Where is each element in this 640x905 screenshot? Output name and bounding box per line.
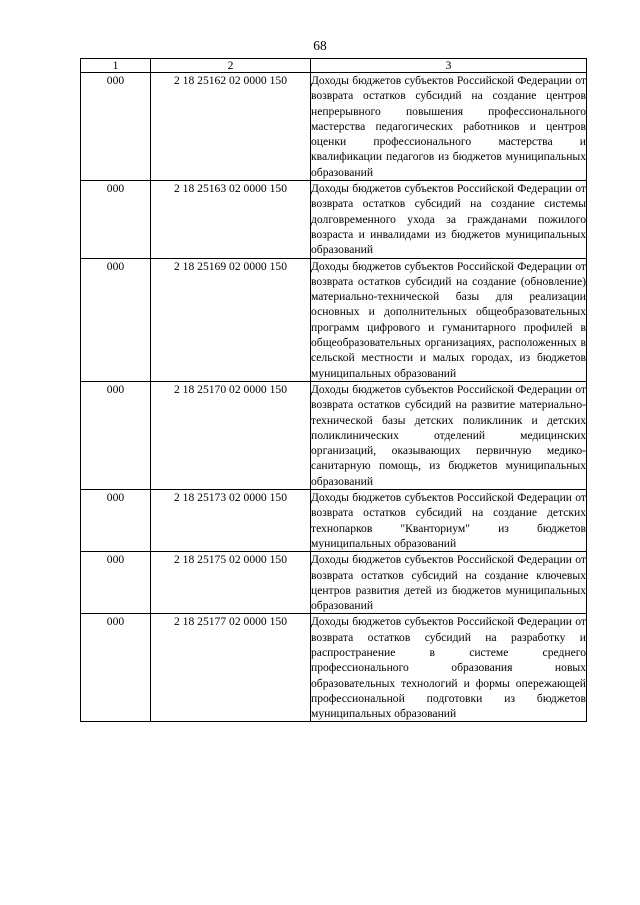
column-header-2: 2 xyxy=(151,59,311,73)
revenue-code-cell: 2 18 25169 02 0000 150 xyxy=(151,258,311,381)
table-header-row xyxy=(81,59,587,73)
revenue-code-cell: 2 18 25163 02 0000 150 xyxy=(151,181,311,258)
admin-code-cell: 000 xyxy=(81,181,151,258)
admin-code-cell: 000 xyxy=(81,552,151,614)
revenue-name-cell: Доходы бюджетов субъектов Российской Федерации от возврата остатков субсидий на развитие материально-технической базы детских поликлиник и детских поликлинических отделений медицинских организаций, оказывающих первичную медико-санитарную помощь, из бюджетов муниципальных образований xyxy=(311,382,586,488)
budget-codes-table xyxy=(80,58,587,722)
column-header-3: 3 xyxy=(311,59,587,73)
table-row xyxy=(81,73,587,181)
admin-code-cell: 000 xyxy=(81,258,151,381)
table-row xyxy=(81,614,587,722)
revenue-code-cell: 2 18 25177 02 0000 150 xyxy=(151,614,311,722)
admin-code-cell: 000 xyxy=(81,490,151,552)
table-row xyxy=(81,258,587,381)
revenue-name-cell: Доходы бюджетов субъектов Российской Федерации от возврата остатков субсидий на создание детских технопарков "Кванториум" из бюджетов муниципальных образований xyxy=(311,491,586,550)
column-header-1: 1 xyxy=(81,59,151,73)
admin-code-cell: 000 xyxy=(81,73,151,181)
revenue-name-cell: Доходы бюджетов субъектов Российской Федерации от возврата остатков субсидий на создание (обновление) материально-технической базы для реализации основных и дополнительных общеобразовательных программ цифрового и гуманитарного профилей в общеобразовательных организациях, расположенных в сельской местности и малых городах, из бюджетов муниципальных образований xyxy=(311,259,586,380)
revenue-code-cell: 2 18 25175 02 0000 150 xyxy=(151,552,311,614)
revenue-name-cell: Доходы бюджетов субъектов Российской Федерации от возврата остатков субсидий на разработку и распространение в системе среднего профессионального образования новых образовательных технологий и формы опережающей профессиональной подготовки из бюджетов муниципальных образований xyxy=(311,615,586,721)
revenue-code-cell: 2 18 25162 02 0000 150 xyxy=(151,73,311,181)
admin-code-cell: 000 xyxy=(81,381,151,489)
revenue-name-cell: Доходы бюджетов субъектов Российской Федерации от возврата остатков субсидий на создание центров непрерывного повышения профессионального мастерства педагогических работников и центров оценки профессионального мастерства и квалификации педагогов из бюджетов муниципальных образований xyxy=(311,74,586,179)
table-row xyxy=(81,552,587,614)
page-number: 68 xyxy=(313,38,327,53)
table-row xyxy=(81,490,587,552)
revenue-code-cell: 2 18 25170 02 0000 150 xyxy=(151,381,311,489)
revenue-code-cell: 2 18 25173 02 0000 150 xyxy=(151,490,311,552)
table-row xyxy=(81,181,587,258)
revenue-name-cell: Доходы бюджетов субъектов Российской Федерации от возврата остатков субсидий на создание системы долговременного ухода за гражданами пожилого возраста и инвалидами из бюджетов муниципальных образований xyxy=(311,182,586,257)
admin-code-cell: 000 xyxy=(81,614,151,722)
revenue-name-cell: Доходы бюджетов субъектов Российской Федерации от возврата остатков субсидий на создание ключевых центров развития детей из бюджетов муниципальных образований xyxy=(311,553,586,613)
table-row xyxy=(81,381,587,489)
